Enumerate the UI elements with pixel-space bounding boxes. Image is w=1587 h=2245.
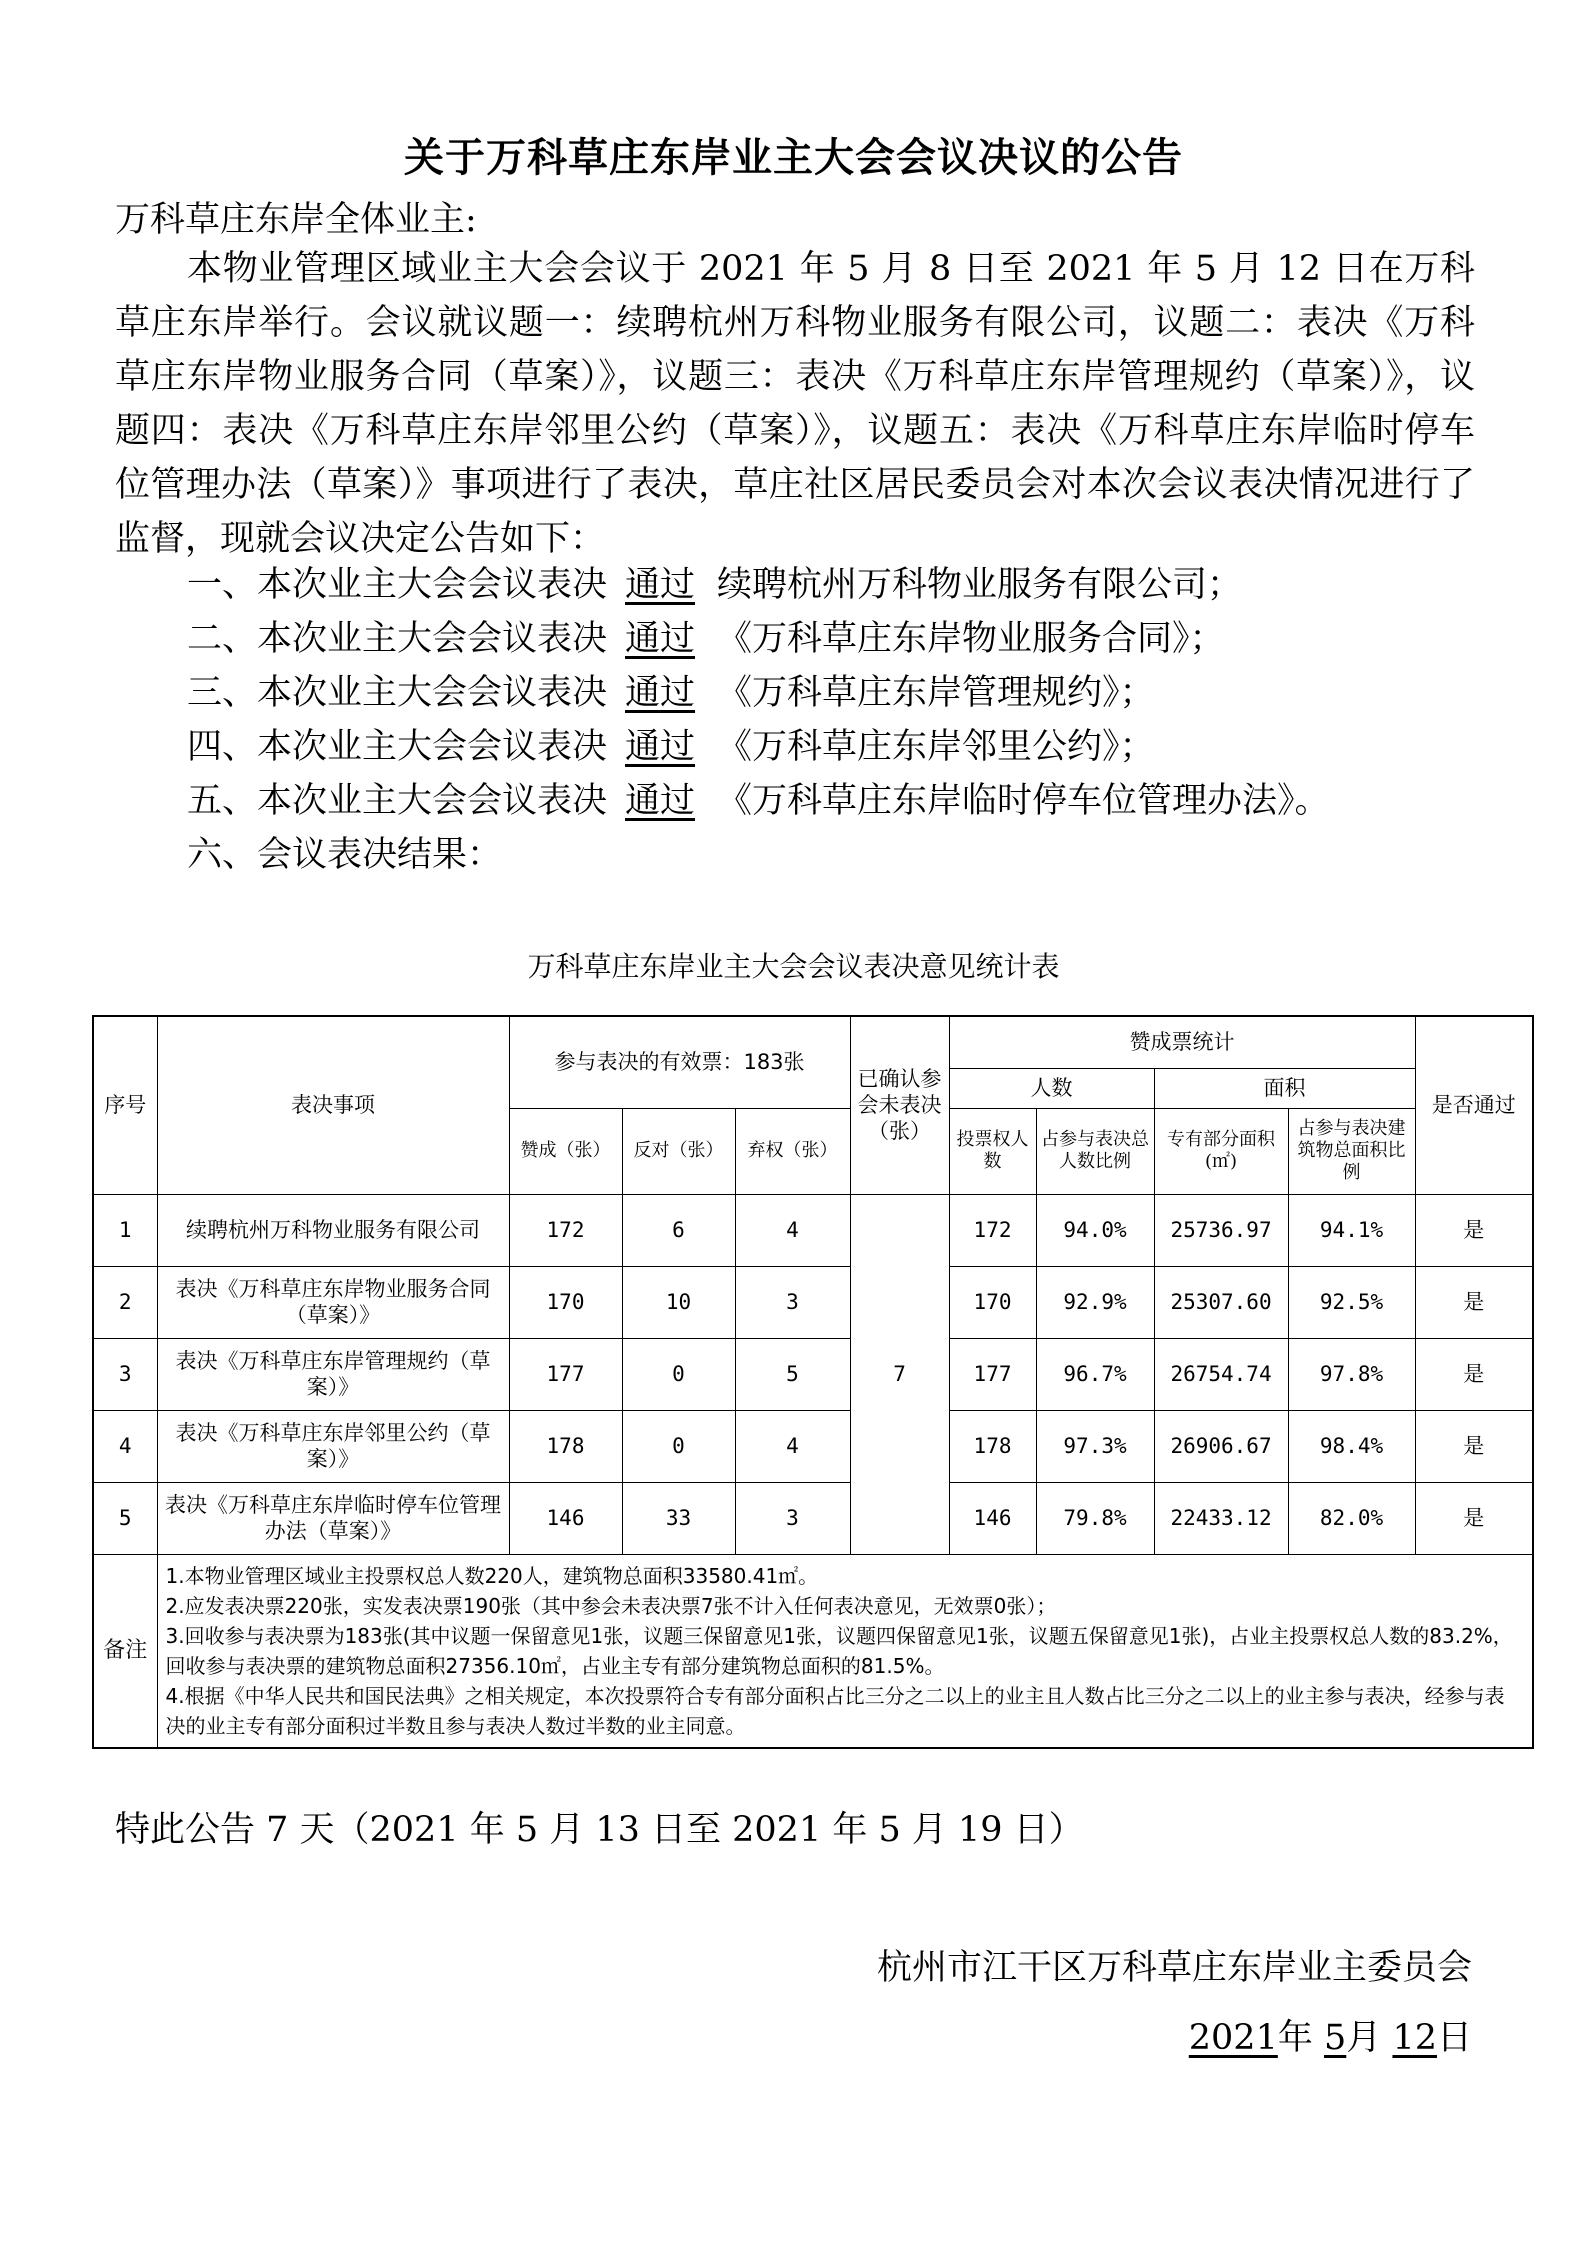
decision-result: 通过 [625, 781, 696, 821]
decision-item [187, 720, 1330, 774]
decision-result: 通过 [625, 673, 696, 713]
row-seq: 4 [93, 1410, 157, 1482]
decision-subject: 《万科草庄东岸邻里公约》； [717, 727, 1155, 767]
decision-list [187, 558, 1330, 882]
row-private-area: 26906.67 [1154, 1410, 1288, 1482]
row-private-area: 25736.97 [1154, 1194, 1288, 1266]
table-row [93, 1338, 1533, 1410]
decision-result: 通过 [625, 619, 696, 659]
row-persons-ratio: 79.8% [1036, 1482, 1154, 1554]
decision-item [187, 774, 1330, 828]
row-private-area: 22433.12 [1154, 1482, 1288, 1554]
row-abstain: 5 [735, 1338, 850, 1410]
row-private-area: 25307.60 [1154, 1266, 1288, 1338]
header-voting-persons: 投票权人数 [949, 1108, 1036, 1194]
row-area-ratio: 82.0% [1288, 1482, 1415, 1554]
vote-statistics-table [92, 1015, 1534, 1749]
decision-item [187, 558, 1330, 612]
signature-committee: 杭州市江干区万科草庄东岸业主委员会 [876, 1948, 1472, 1988]
note-line: 1.本物业管理区域业主投票权总人数220人，建筑物总面积33580.41㎡。 [165, 1563, 819, 1588]
salutation: 万科草庄东岸全体业主: [115, 200, 477, 240]
note-line: 3.回收参与表决票为183张(其中议题一保留意见1张，议题三保留意见1张，议题四保留意见1张，议题五保留意见1张)，占业主投票权总人数的83.2%，回收参与表决票的建筑物总面积27356.10㎡，占业主专有部分建筑物总面积的81.5%。 [165, 1623, 1513, 1678]
note-line: 2.应发表决票220张，实发表决票190张（其中参会未表决票7张不计入任何表决意见，无效票0张）； [165, 1593, 1057, 1618]
row-seq: 2 [93, 1266, 157, 1338]
row-seq: 5 [93, 1482, 157, 1554]
table-row [93, 1266, 1533, 1338]
row-voting-persons: 170 [949, 1266, 1036, 1338]
table-caption: 万科草庄东岸业主大会会议表决意见统计表 [527, 950, 1060, 983]
signature-date [1189, 2010, 1472, 2060]
header-area-ratio: 占参与表决建筑物总面积比例 [1288, 1108, 1415, 1194]
row-abstain: 4 [735, 1410, 850, 1482]
header-confirmed-absent: 已确认参会未表决（张） [850, 1016, 949, 1194]
row-item: 表决《万科草庄东岸管理规约（草案）》 [157, 1338, 509, 1410]
row-oppose: 6 [622, 1194, 735, 1266]
row-persons-ratio: 92.9% [1036, 1266, 1154, 1338]
row-voting-persons: 146 [949, 1482, 1036, 1554]
row-area-ratio: 97.8% [1288, 1338, 1415, 1410]
row-approve: 170 [509, 1266, 622, 1338]
row-approve: 146 [509, 1482, 622, 1554]
header-area: 面积 [1154, 1068, 1415, 1108]
decision-prefix: 二、本次业主大会会议表决 [187, 619, 608, 659]
row-item: 表决《万科草庄东岸临时停车位管理办法（草案）》 [157, 1482, 509, 1554]
header-approve-stats: 赞成票统计 [949, 1016, 1415, 1068]
date-day: 12 [1392, 2018, 1437, 2058]
header-abstain: 弃权（张） [735, 1108, 850, 1194]
table-row [93, 1410, 1533, 1482]
row-persons-ratio: 96.7% [1036, 1338, 1154, 1410]
decision-subject: 《万科草庄东岸临时停车位管理办法》。 [717, 781, 1330, 821]
row-passed: 是 [1415, 1266, 1533, 1338]
row-voting-persons: 178 [949, 1410, 1036, 1482]
row-approve: 178 [509, 1410, 622, 1482]
row-oppose: 33 [622, 1482, 735, 1554]
confirmed-absent-value: 7 [850, 1194, 949, 1554]
row-persons-ratio: 97.3% [1036, 1410, 1154, 1482]
decision-result: 通过 [625, 727, 696, 767]
header-private-area: 专有部分面积(㎡) [1154, 1108, 1288, 1194]
row-abstain: 3 [735, 1482, 850, 1554]
row-passed: 是 [1415, 1482, 1533, 1554]
table-row [93, 1482, 1533, 1554]
row-item: 表决《万科草庄东岸物业服务合同（草案）》 [157, 1266, 509, 1338]
row-area-ratio: 92.5% [1288, 1266, 1415, 1338]
section-six-heading: 六、会议表决结果： [187, 835, 503, 875]
header-seq: 序号 [93, 1016, 157, 1194]
decision-item [187, 666, 1330, 720]
row-seq: 3 [93, 1338, 157, 1410]
row-item: 表决《万科草庄东岸邻里公约（草案）》 [157, 1410, 509, 1482]
row-approve: 177 [509, 1338, 622, 1410]
row-voting-persons: 172 [949, 1194, 1036, 1266]
decision-item [187, 612, 1330, 666]
row-persons-ratio: 94.0% [1036, 1194, 1154, 1266]
row-passed: 是 [1415, 1194, 1533, 1266]
decision-subject: 《万科草庄东岸管理规约》； [717, 673, 1155, 713]
notice-period: 特此公告 7 天（2021 年 5 月 13 日至 2021 年 5 月 19 日） [115, 1810, 1084, 1850]
header-oppose: 反对（张） [622, 1108, 735, 1194]
decision-subject: 《万科草庄东岸物业服务合同》； [717, 619, 1225, 659]
decision-prefix: 一、本次业主大会会议表决 [187, 565, 608, 605]
row-oppose: 0 [622, 1410, 735, 1482]
row-abstain: 4 [735, 1194, 850, 1266]
row-voting-persons: 177 [949, 1338, 1036, 1410]
date-year-unit: 年 [1277, 2018, 1313, 2058]
row-item: 续聘杭州万科物业服务有限公司 [157, 1194, 509, 1266]
notes-cell [157, 1554, 1533, 1748]
date-day-unit: 日 [1436, 2018, 1472, 2058]
decision-prefix: 四、本次业主大会会议表决 [187, 727, 608, 767]
header-persons: 人数 [949, 1068, 1154, 1108]
table-row [93, 1194, 1533, 1266]
notes-label: 备注 [93, 1554, 157, 1748]
row-oppose: 0 [622, 1338, 735, 1410]
note-line: 4.根据《中华人民共和国民法典》之相关规定，本次投票符合专有部分面积占比三分之二以上的业主且人数占比三分之二以上的业主参与表决，经参与表决的业主专有部分面积过半数且参与表决人数过半数的业主同意。 [165, 1683, 1505, 1738]
row-oppose: 10 [622, 1266, 735, 1338]
decision-prefix: 五、本次业主大会会议表决 [187, 781, 608, 821]
decision-subject: 续聘杭州万科物业服务有限公司； [717, 565, 1243, 605]
row-seq: 1 [93, 1194, 157, 1266]
document-title: 关于万科草庄东岸业主大会会议决议的公告 [404, 135, 1183, 181]
header-approve: 赞成（张） [509, 1108, 622, 1194]
date-year: 2021 [1188, 2018, 1278, 2058]
decision-prefix: 三、本次业主大会会议表决 [187, 673, 608, 713]
row-abstain: 3 [735, 1266, 850, 1338]
row-private-area: 26754.74 [1154, 1338, 1288, 1410]
row-area-ratio: 98.4% [1288, 1410, 1415, 1482]
date-month-unit: 月 [1346, 2018, 1382, 2058]
header-passed: 是否通过 [1415, 1016, 1533, 1194]
date-month: 5 [1324, 2018, 1347, 2058]
notes-row [93, 1554, 1533, 1748]
header-valid-votes: 参与表决的有效票：183张 [509, 1016, 850, 1108]
decision-result: 通过 [625, 565, 696, 605]
intro-paragraph: 本物业管理区域业主大会会议于 2021 年 5 月 8 日至 2021 年 5 月 12 日在万科草庄东岸举行。会议就议题一：续聘杭州万科物业服务有限公司，议题二：表决《万科草庄东岸物业服务合同（草案）》，议题三：表决《万科草庄东岸管理规约（草案）》，议题四：表决《万科草庄东岸邻里公约（草案）》，议题五：表决《万科草庄东岸临时停车位管理办法（草案）》事项进行了表决，草庄社区居民委员会对本次会议表决情况进行了监督，现就会议决定公告如下： [115, 249, 1475, 559]
header-item: 表决事项 [157, 1016, 509, 1194]
row-passed: 是 [1415, 1338, 1533, 1410]
row-passed: 是 [1415, 1410, 1533, 1482]
row-area-ratio: 94.1% [1288, 1194, 1415, 1266]
row-approve: 172 [509, 1194, 622, 1266]
header-persons-ratio: 占参与表决总人数比例 [1036, 1108, 1154, 1194]
